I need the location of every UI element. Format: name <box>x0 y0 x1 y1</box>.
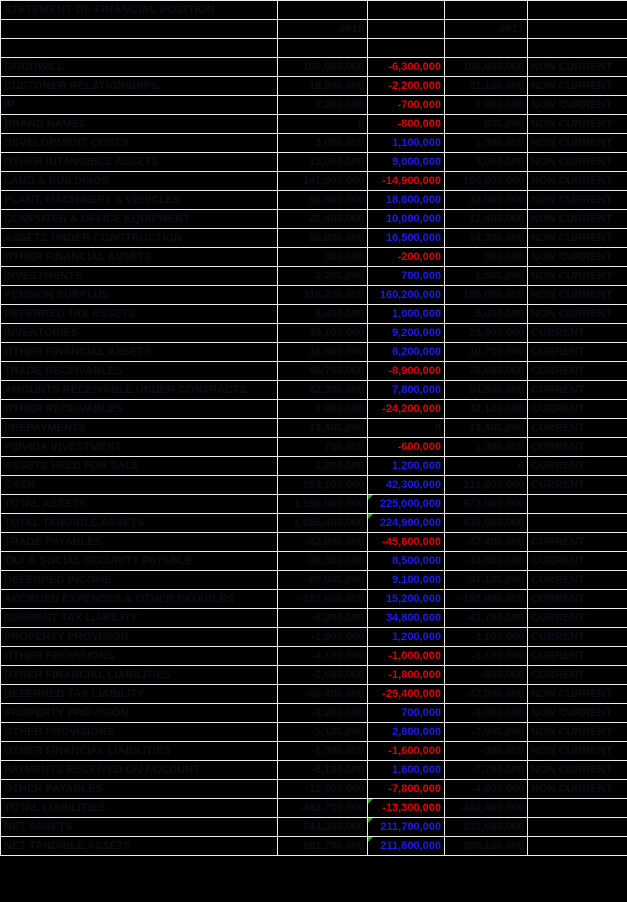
table-row <box>1 742 627 761</box>
change-cell[interactable]: 224,900,000 <box>368 514 445 533</box>
value-2018-cell[interactable]: 1,055,400,000 <box>278 514 368 533</box>
status-cell[interactable] <box>528 837 627 856</box>
label-cell[interactable]: NET TANGIBLE ASSETS <box>1 837 278 856</box>
label-cell[interactable]: ASSETS UNDER CONSTRUCTION <box>1 229 278 248</box>
change-cell[interactable]: 211,600,000 <box>368 837 445 856</box>
value-2017-cell[interactable]: 5,400,000 <box>445 305 528 324</box>
status-cell[interactable]: CURRENT <box>528 647 627 666</box>
label-cell[interactable]: AMOUNTS RECEIVABLE UNDER CONTRACTS <box>1 381 278 400</box>
table-row <box>1 191 627 210</box>
value-2018-cell[interactable]: -9,200,000 <box>278 704 368 723</box>
status-cell[interactable]: NON CURRENT <box>528 96 627 115</box>
status-cell[interactable]: NON CURRENT <box>528 704 627 723</box>
value-2017-cell[interactable]: 34,300,000 <box>445 229 528 248</box>
empty-cell[interactable] <box>1 20 278 39</box>
status-cell[interactable]: NON CURRENT <box>528 305 627 324</box>
value-2018-cell[interactable]: -12,600,000 <box>278 780 368 799</box>
table-row <box>1 267 627 286</box>
status-cell[interactable]: NON CURRENT <box>528 58 627 77</box>
value-2017-cell[interactable]: 156,800,000 <box>445 172 528 191</box>
value-2018-cell[interactable]: -66,400,000 <box>278 685 368 704</box>
change-cell[interactable]: 1,100,000 <box>368 134 445 153</box>
value-2017-cell[interactable]: 12,400,000 <box>445 210 528 229</box>
status-cell[interactable]: CURRENT <box>528 381 627 400</box>
change-cell[interactable]: 6,200,000 <box>368 343 445 362</box>
table-row <box>1 381 627 400</box>
table-row <box>1 96 627 115</box>
label-cell[interactable]: OTHER INTANGIBLE ASSETS <box>1 153 278 172</box>
value-2018-cell[interactable]: -8,900,000 <box>278 609 368 628</box>
status-cell[interactable]: CURRENT <box>528 324 627 343</box>
change-cell[interactable]: 211,700,000 <box>368 818 445 837</box>
value-2018-cell[interactable]: -453,700,000 <box>278 799 368 818</box>
status-cell[interactable]: CURRENT <box>528 343 627 362</box>
value-2017-cell[interactable]: 75,600,000 <box>445 362 528 381</box>
table-row <box>1 647 627 666</box>
table-row <box>1 172 627 191</box>
change-cell[interactable]: 9,000,000 <box>368 153 445 172</box>
change-cell[interactable]: 0 <box>368 419 445 438</box>
value-2018-cell[interactable]: 700,000 <box>278 438 368 457</box>
value-2017-cell[interactable]: 390,100,000 <box>445 837 528 856</box>
change-cell[interactable]: 1,600,000 <box>368 761 445 780</box>
value-2017-cell[interactable]: -9,900,000 <box>445 704 528 723</box>
change-cell[interactable]: 10,000,000 <box>368 210 445 229</box>
sheet-title[interactable]: STATEMENT OF FINANCIAL POSITION <box>1 1 278 20</box>
value-2018-cell[interactable]: 300,000 <box>278 248 368 267</box>
value-2017-cell[interactable]: 7,900,000 <box>445 96 528 115</box>
value-2018-cell[interactable]: 7,900,000 <box>278 400 368 419</box>
status-cell[interactable]: NON CURRENT <box>528 210 627 229</box>
label-cell[interactable]: DEFERRED INCOME <box>1 571 278 590</box>
value-2017-cell[interactable]: 1,900,000 <box>445 134 528 153</box>
value-2018-cell[interactable]: 1,198,000,000 <box>278 495 368 514</box>
year-header-row <box>1 20 627 39</box>
value-2017-cell[interactable]: 1,500,000 <box>445 267 528 286</box>
value-2017-cell[interactable]: -37,000,000 <box>445 685 528 704</box>
label-cell[interactable]: BRAND NAMES <box>1 115 278 134</box>
label-cell[interactable]: IP <box>1 96 278 115</box>
empty-cell[interactable] <box>278 39 368 58</box>
table-row <box>1 571 627 590</box>
empty-cell[interactable] <box>1 39 278 58</box>
label-cell[interactable]: DEFERRED TAX LIABILITY <box>1 685 278 704</box>
value-2017-cell[interactable]: -7,700,000 <box>445 761 528 780</box>
table-row <box>1 115 627 134</box>
value-2017-cell[interactable]: 38,000,000 <box>445 191 528 210</box>
table-row <box>1 552 627 571</box>
change-cell[interactable]: 16,500,000 <box>368 229 445 248</box>
value-2018-cell[interactable]: 3,000,000 <box>278 134 368 153</box>
value-2017-cell[interactable]: 21,100,000 <box>445 77 528 96</box>
label-cell[interactable]: PAYMENTS RECEIVED ON ACCOUNT <box>1 761 278 780</box>
change-cell[interactable]: -1,600,000 <box>368 742 445 761</box>
label-cell[interactable]: DEVELOPMENT COSTS <box>1 134 278 153</box>
value-2018-cell[interactable]: 100,500,000 <box>278 58 368 77</box>
change-cell[interactable]: 700,000 <box>368 704 445 723</box>
label-cell[interactable]: CURRENT TAX LIABILITY <box>1 609 278 628</box>
status-cell[interactable]: NON CURRENT <box>528 685 627 704</box>
value-2017-cell[interactable]: 3,000,000 <box>445 153 528 172</box>
value-2018-cell[interactable]: 18,900,000 <box>278 77 368 96</box>
value-2018-cell[interactable]: -88,000,000 <box>278 571 368 590</box>
table-row <box>1 666 627 685</box>
change-cell[interactable]: 1,200,000 <box>368 457 445 476</box>
table-row <box>1 324 627 343</box>
label-cell[interactable]: INVENTORIES <box>1 324 278 343</box>
table-row <box>1 438 627 457</box>
label-cell[interactable]: OTHER PROVISIONS <box>1 647 278 666</box>
value-2018-cell[interactable]: 141,900,000 <box>278 172 368 191</box>
label-cell[interactable]: TOTAL LIABILITIES <box>1 799 278 818</box>
value-2017-cell[interactable]: -97,100,000 <box>445 571 528 590</box>
status-cell[interactable]: CURRENT <box>528 476 627 495</box>
label-cell[interactable]: OTHER PROVISIONS <box>1 723 278 742</box>
label-cell[interactable]: OTHER FINANCIAL LIABILITIES <box>1 742 278 761</box>
label-cell[interactable]: TRADE PAYABLES <box>1 533 278 552</box>
table-row <box>1 248 627 267</box>
change-cell[interactable]: -800,000 <box>368 115 445 134</box>
empty-cell[interactable] <box>528 39 627 58</box>
label-cell[interactable]: TRADE RECEIVABLES <box>1 362 278 381</box>
status-cell[interactable]: CURRENT <box>528 419 627 438</box>
label-cell[interactable]: OTHER FINANCIAL LIABILITIES <box>1 666 278 685</box>
value-2018-cell[interactable]: 62,300,000 <box>278 381 368 400</box>
year-2017-header[interactable]: 2017 <box>445 20 528 39</box>
table-row <box>1 514 627 533</box>
status-cell[interactable]: NON CURRENT <box>528 191 627 210</box>
status-cell[interactable]: CURRENT <box>528 400 627 419</box>
value-2017-cell[interactable]: -37,400,000 <box>445 533 528 552</box>
label-cell[interactable]: PSIVIDA INVESTMENT <box>1 438 278 457</box>
table-row <box>1 761 627 780</box>
table-row <box>1 286 627 305</box>
status-cell[interactable]: NON CURRENT <box>528 172 627 191</box>
change-cell[interactable]: -7,800,000 <box>368 780 445 799</box>
value-2018-cell[interactable]: 50,800,000 <box>278 229 368 248</box>
status-cell[interactable] <box>528 514 627 533</box>
status-cell[interactable]: NON CURRENT <box>528 77 627 96</box>
empty-cell[interactable] <box>528 20 627 39</box>
value-2017-cell[interactable]: 0 <box>445 457 528 476</box>
label-cell[interactable]: OTHER FINANCIAL ASSETS <box>1 248 278 267</box>
change-cell[interactable]: -24,200,000 <box>368 400 445 419</box>
label-cell[interactable]: CASH <box>1 476 278 495</box>
table-row <box>1 609 627 628</box>
value-2017-cell[interactable]: 10,700,000 <box>445 343 528 362</box>
value-2018-cell[interactable]: 6,400,000 <box>278 305 368 324</box>
value-2017-cell[interactable]: -3,100,000 <box>445 628 528 647</box>
value-2017-cell[interactable]: 54,500,000 <box>445 381 528 400</box>
value-2018-cell[interactable]: 0 <box>278 115 368 134</box>
value-2018-cell[interactable]: 7,200,000 <box>278 96 368 115</box>
value-2017-cell[interactable]: 1,300,000 <box>445 438 528 457</box>
change-cell[interactable]: -2,200,000 <box>368 77 445 96</box>
value-2017-cell[interactable]: -4,800,000 <box>445 780 528 799</box>
value-2018-cell[interactable]: 56,600,000 <box>278 191 368 210</box>
value-2017-cell[interactable]: 13,400,000 <box>445 419 528 438</box>
label-cell[interactable]: ASSETS HELD FOR SALE <box>1 457 278 476</box>
status-cell[interactable]: CURRENT <box>528 533 627 552</box>
value-2018-cell[interactable]: 601,700,000 <box>278 837 368 856</box>
status-cell[interactable]: NON CURRENT <box>528 286 627 305</box>
label-cell[interactable]: TOTAL TANGIBLE ASSETS <box>1 514 278 533</box>
change-cell[interactable]: -6,300,000 <box>368 58 445 77</box>
label-cell[interactable]: GOODWILL <box>1 58 278 77</box>
status-cell[interactable]: CURRENT <box>528 457 627 476</box>
value-2018-cell[interactable]: -1,900,000 <box>278 742 368 761</box>
change-cell[interactable]: 225,000,000 <box>368 495 445 514</box>
status-cell[interactable] <box>528 495 627 514</box>
change-cell[interactable]: -13,300,000 <box>368 799 445 818</box>
title-row <box>1 1 627 20</box>
status-cell[interactable]: NON CURRENT <box>528 153 627 172</box>
value-2017-cell[interactable]: 532,600,000 <box>445 818 528 837</box>
change-cell[interactable]: 42,300,000 <box>368 476 445 495</box>
value-2017-cell[interactable]: 830,500,000 <box>445 514 528 533</box>
change-cell[interactable]: -45,600,000 <box>368 533 445 552</box>
empty-cell[interactable] <box>278 1 368 20</box>
table-row <box>1 723 627 742</box>
value-2018-cell[interactable]: 316,200,000 <box>278 286 368 305</box>
value-2018-cell[interactable]: 254,100,000 <box>278 476 368 495</box>
table-row <box>1 343 627 362</box>
label-cell[interactable]: PLANT, MACHINERY & VEHICLES <box>1 191 278 210</box>
table-row <box>1 533 627 552</box>
label-cell[interactable]: TOTAL ASSETS <box>1 495 278 514</box>
label-cell[interactable]: PROPERTY PROVISION <box>1 628 278 647</box>
status-cell[interactable]: CURRENT <box>528 590 627 609</box>
value-2017-cell[interactable]: -3,100,000 <box>445 647 528 666</box>
table-row <box>1 305 627 324</box>
table-row <box>1 153 627 172</box>
table-row <box>1 457 627 476</box>
change-cell[interactable]: 700,000 <box>368 267 445 286</box>
status-cell[interactable] <box>528 799 627 818</box>
spacer-row <box>1 39 627 58</box>
empty-cell[interactable] <box>368 20 445 39</box>
status-cell[interactable]: CURRENT <box>528 362 627 381</box>
table-row <box>1 229 627 248</box>
label-cell[interactable]: TAX & SOCIAL SECURITY PAYABLE <box>1 552 278 571</box>
empty-cell[interactable] <box>368 1 445 20</box>
status-cell[interactable]: CURRENT <box>528 666 627 685</box>
change-cell[interactable]: 2,800,000 <box>368 723 445 742</box>
value-2017-cell[interactable]: 28,900,000 <box>445 324 528 343</box>
label-cell[interactable]: DEFERRED TAX ASSETS <box>1 305 278 324</box>
value-2018-cell[interactable]: 38,100,000 <box>278 324 368 343</box>
change-cell[interactable]: -1,000,000 <box>368 647 445 666</box>
value-2017-cell[interactable]: 211,800,000 <box>445 476 528 495</box>
value-2017-cell[interactable]: 800,000 <box>445 115 528 134</box>
label-cell[interactable]: INVESTMENTS <box>1 267 278 286</box>
value-2018-cell[interactable]: 12,000,000 <box>278 153 368 172</box>
status-cell[interactable]: CURRENT <box>528 628 627 647</box>
status-cell[interactable]: NON CURRENT <box>528 742 627 761</box>
table-row <box>1 495 627 514</box>
change-cell[interactable]: 1,200,000 <box>368 628 445 647</box>
value-2018-cell[interactable]: 1,200,000 <box>278 457 368 476</box>
label-cell[interactable]: OTHER PAYABLES <box>1 780 278 799</box>
empty-cell[interactable] <box>528 1 627 20</box>
status-cell[interactable]: NON CURRENT <box>528 229 627 248</box>
label-cell[interactable]: COMPUTER & OFFICE EQUIPMENT <box>1 210 278 229</box>
table-row <box>1 628 627 647</box>
value-2017-cell[interactable]: 156,000,000 <box>445 286 528 305</box>
value-2018-cell[interactable]: -6,100,000 <box>278 761 368 780</box>
change-cell[interactable]: 9,100,000 <box>368 571 445 590</box>
value-2017-cell[interactable]: -43,700,000 <box>445 609 528 628</box>
change-cell[interactable]: -700,000 <box>368 96 445 115</box>
label-cell[interactable]: PENSION SURPLUS <box>1 286 278 305</box>
value-2018-cell[interactable]: -137,600,000 <box>278 590 368 609</box>
value-2017-cell[interactable]: -300,000 <box>445 742 528 761</box>
value-2018-cell[interactable]: -4,100,000 <box>278 647 368 666</box>
status-cell[interactable] <box>528 818 627 837</box>
value-2017-cell[interactable]: -800,000 <box>445 666 528 685</box>
table-row <box>1 590 627 609</box>
value-2017-cell[interactable]: 973,000,000 <box>445 495 528 514</box>
label-cell[interactable]: PREPAYMENTS <box>1 419 278 438</box>
label-cell[interactable]: CUSTOMER RELATIONSHIPS <box>1 77 278 96</box>
table-row <box>1 818 627 837</box>
status-cell[interactable]: NON CURRENT <box>528 780 627 799</box>
change-cell[interactable]: -600,000 <box>368 438 445 457</box>
value-2018-cell[interactable]: 16,900,000 <box>278 343 368 362</box>
table-row <box>1 210 627 229</box>
status-cell[interactable]: NON CURRENT <box>528 134 627 153</box>
status-cell[interactable]: NON CURRENT <box>528 115 627 134</box>
empty-cell[interactable] <box>445 39 528 58</box>
label-cell[interactable]: LAND & BUILDINGS <box>1 172 278 191</box>
value-2017-cell[interactable]: 500,000 <box>445 248 528 267</box>
status-cell[interactable]: CURRENT <box>528 609 627 628</box>
value-2018-cell[interactable]: 744,300,000 <box>278 818 368 837</box>
value-2018-cell[interactable]: -2,600,000 <box>278 666 368 685</box>
value-2017-cell[interactable]: 106,800,000 <box>445 58 528 77</box>
change-cell[interactable]: 1,000,000 <box>368 305 445 324</box>
table-row <box>1 780 627 799</box>
empty-cell[interactable] <box>368 39 445 58</box>
table-row <box>1 400 627 419</box>
value-2018-cell[interactable]: -83,000,000 <box>278 533 368 552</box>
table-row <box>1 799 627 818</box>
status-cell[interactable]: CURRENT <box>528 571 627 590</box>
value-2018-cell[interactable]: -26,300,000 <box>278 552 368 571</box>
change-cell[interactable]: 7,800,000 <box>368 381 445 400</box>
value-2018-cell[interactable]: -1,900,000 <box>278 628 368 647</box>
value-2018-cell[interactable]: 2,200,000 <box>278 267 368 286</box>
change-cell[interactable]: 15,200,000 <box>368 590 445 609</box>
value-2017-cell[interactable]: -34,800,000 <box>445 552 528 571</box>
value-2017-cell[interactable]: 32,100,000 <box>445 400 528 419</box>
year-2018-header[interactable]: 2018 <box>278 20 368 39</box>
label-cell[interactable]: ACCRUED EXPENSES & OTHER PAYABLES <box>1 590 278 609</box>
status-cell[interactable]: CURRENT <box>528 438 627 457</box>
status-cell[interactable]: NON CURRENT <box>528 761 627 780</box>
value-2018-cell[interactable]: 22,400,000 <box>278 210 368 229</box>
table-row <box>1 837 627 856</box>
empty-cell[interactable] <box>445 1 528 20</box>
table-row <box>1 77 627 96</box>
value-2018-cell[interactable]: 66,700,000 <box>278 362 368 381</box>
status-cell[interactable]: NON CURRENT <box>528 723 627 742</box>
table-row <box>1 362 627 381</box>
label-cell[interactable]: OTHER FINANCIAL ASSETS <box>1 343 278 362</box>
value-2017-cell[interactable]: -440,400,000 <box>445 799 528 818</box>
label-cell[interactable]: PROPERTY PROVISION <box>1 704 278 723</box>
value-2018-cell[interactable]: -5,100,000 <box>278 723 368 742</box>
label-cell[interactable]: OTHER RECEIVABLES <box>1 400 278 419</box>
change-cell[interactable]: 160,200,000 <box>368 286 445 305</box>
table-row <box>1 704 627 723</box>
status-cell[interactable]: NON CURRENT <box>528 248 627 267</box>
change-cell[interactable]: -8,900,000 <box>368 362 445 381</box>
table-row <box>1 58 627 77</box>
table-row <box>1 685 627 704</box>
change-cell[interactable]: -1,800,000 <box>368 666 445 685</box>
status-cell[interactable]: CURRENT <box>528 552 627 571</box>
value-2017-cell[interactable]: -7,900,000 <box>445 723 528 742</box>
table-row <box>1 134 627 153</box>
change-cell[interactable]: 9,200,000 <box>368 324 445 343</box>
change-cell[interactable]: 18,600,000 <box>368 191 445 210</box>
change-cell[interactable]: 8,500,000 <box>368 552 445 571</box>
change-cell[interactable]: 34,800,000 <box>368 609 445 628</box>
change-cell[interactable]: -14,900,000 <box>368 172 445 191</box>
change-cell[interactable]: -200,000 <box>368 248 445 267</box>
value-2018-cell[interactable]: 13,400,000 <box>278 419 368 438</box>
value-2017-cell[interactable]: -152,800,000 <box>445 590 528 609</box>
table-row <box>1 419 627 438</box>
label-cell[interactable]: NET ASSETS <box>1 818 278 837</box>
status-cell[interactable]: NON CURRENT <box>528 267 627 286</box>
table-row <box>1 476 627 495</box>
change-cell[interactable]: -29,400,000 <box>368 685 445 704</box>
